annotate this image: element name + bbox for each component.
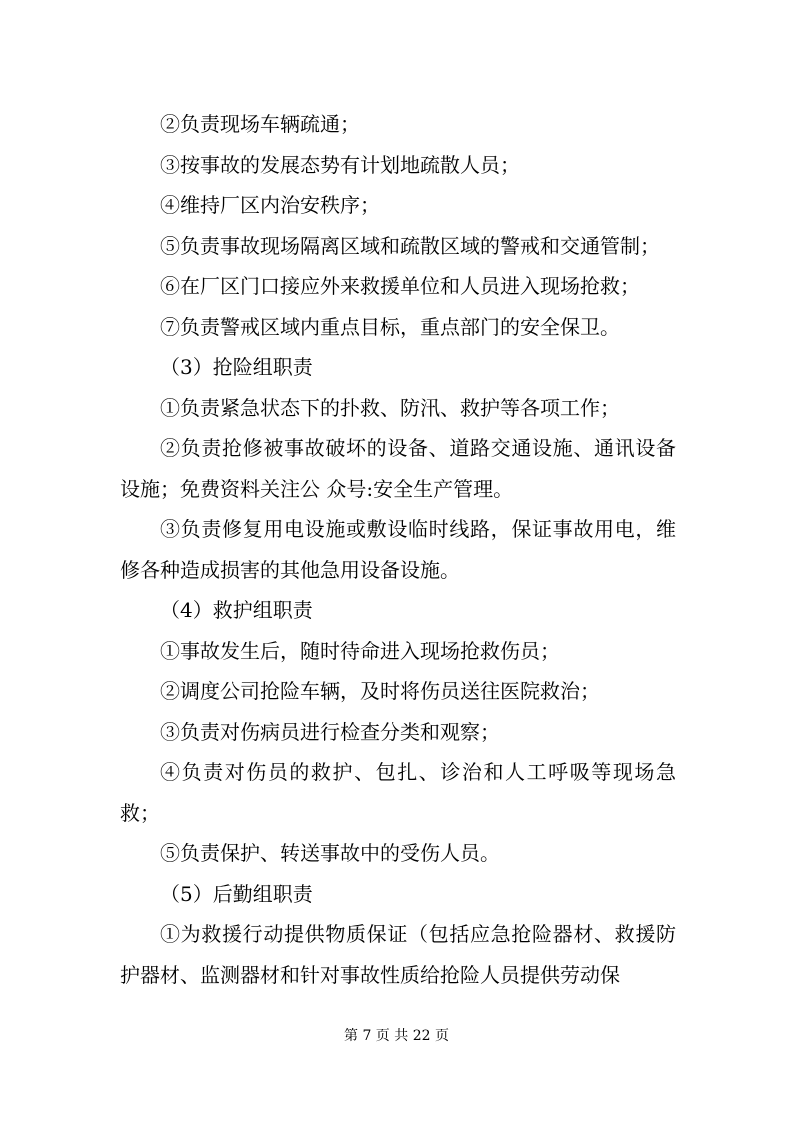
paragraph: ④维持厂区内治安秩序；	[160, 193, 380, 217]
paragraph: ②调度公司抢险车辆，及时将伤员送往医院救治；	[160, 679, 600, 703]
paragraph: ④负责对伤员的救护、包扎、诊治和人工呼吸等现场急救；	[120, 760, 676, 825]
paragraph: ⑥在厂区门口接应外来救援单位和人员进入现场抢救；	[160, 274, 640, 298]
paragraph: ⑤负责事故现场隔离区域和疏散区域的警戒和交通管制；	[160, 233, 660, 258]
paragraph: ①负责紧急状态下的扑救、防汛、救护等各项工作；	[160, 395, 620, 420]
paragraph: ③负责修复用电设施或敷设临时线路，保证事故用电，维修各种造成损害的其他急用设备设施。	[120, 517, 676, 582]
paragraph: ③负责对伤病员进行检查分类和观察；	[160, 719, 500, 744]
page-number: 第 7 页 共 22 页	[344, 1028, 449, 1044]
paragraph: ⑤负责保护、转送事故中的受伤人员。	[160, 841, 500, 865]
section-heading: （4）救护组职责	[160, 598, 313, 622]
section-heading: （3）抢险组职责	[160, 355, 313, 379]
page-body	[120, 104, 676, 995]
paragraph: ③按事故的发展态势有计划地疏散人员；	[160, 152, 520, 177]
page-footer	[0, 1026, 793, 1046]
paragraph: ②负责抢修被事故破坏的设备、道路交通设施、通讯设备设施；免费资料关注公 众号:安全生产管理。	[120, 436, 676, 501]
paragraph: ①事故发生后，随时待命进入现场抢救伤员；	[160, 638, 560, 663]
section-heading: （5）后勤组职责	[160, 881, 313, 906]
paragraph: ⑦负责警戒区域内重点目标，重点部门的安全保卫。	[160, 314, 620, 339]
paragraph: ①为救援行动提供物质保证（包括应急抢险器材、救援防护器材、监测器材和针对事故性质给抢险人员提供劳动保	[120, 922, 676, 987]
paragraph: ②负责现场车辆疏通；	[160, 112, 360, 136]
